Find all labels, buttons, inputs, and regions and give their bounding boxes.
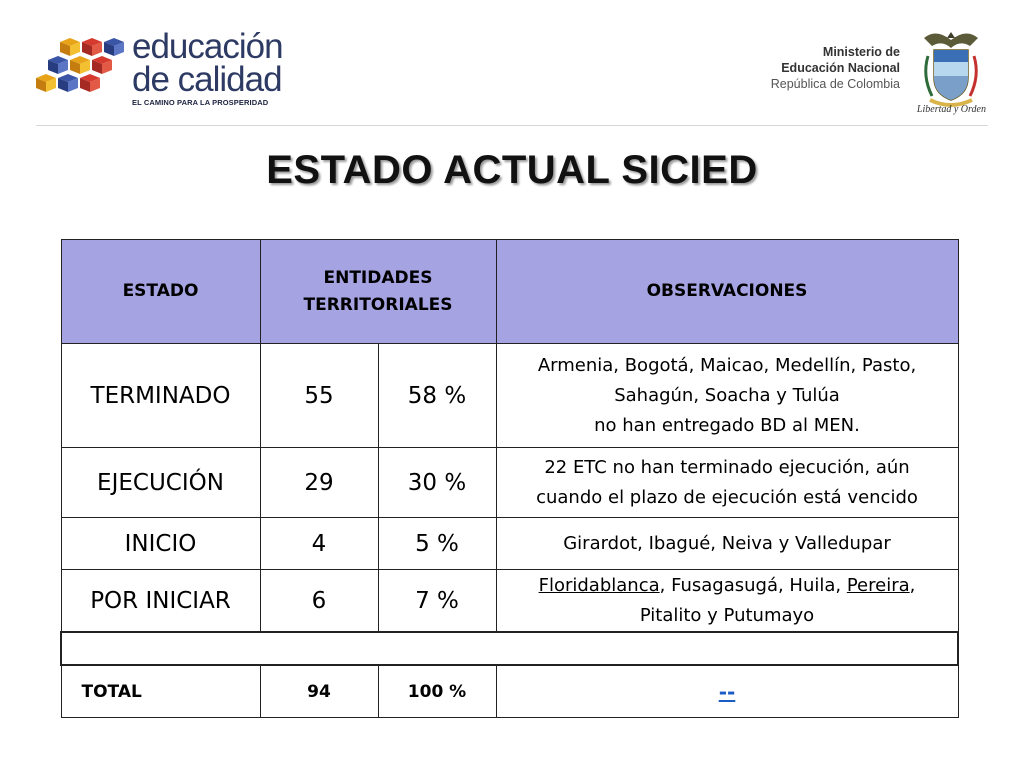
cubes-logo-icon: [36, 38, 132, 102]
ministry-line3: República de Colombia: [770, 77, 900, 91]
header-entidades-line1: ENTIDADES: [323, 267, 433, 288]
total-count: 94: [260, 665, 378, 718]
total-percent: 100 %: [378, 665, 496, 718]
row-observaciones: [496, 518, 958, 570]
obs-line: no han entregado BD al MEN.: [594, 414, 860, 436]
header-entidades-line2: TERRITORIALES: [303, 294, 453, 315]
row-percent: 58 %: [378, 344, 496, 448]
table-row: [61, 448, 958, 518]
row-observaciones: [496, 344, 958, 448]
row-estado: EJECUCIÓN: [61, 448, 260, 518]
row-estado: INICIO: [61, 518, 260, 570]
slide-header: [0, 0, 1024, 130]
obs-line: Pitalito y Putumayo: [639, 604, 815, 626]
row-observaciones: [496, 448, 958, 518]
row-count: 6: [260, 570, 378, 633]
estado-table: [60, 239, 959, 718]
header-divider: [36, 125, 988, 126]
obs-text: , Fusagasugá, Huila,: [659, 574, 847, 596]
table-header-row: [61, 240, 958, 344]
table-row: [61, 344, 958, 448]
row-count: 29: [260, 448, 378, 518]
crest-motto: Libertad y Orden: [916, 104, 986, 115]
total-label: TOTAL: [61, 665, 260, 718]
table-row: [61, 518, 958, 570]
obs-line: [503, 571, 952, 601]
header-entidades: [260, 240, 496, 344]
row-estado: POR INICIAR: [61, 570, 260, 633]
table-spacer-row: [61, 632, 958, 665]
educacion-de-calidad-logo: [36, 27, 296, 110]
spacer-cell: [61, 632, 958, 665]
logo-line1: educación: [132, 27, 283, 66]
row-observaciones: [496, 570, 958, 633]
total-obs-link[interactable]: --: [718, 679, 736, 704]
row-percent: 30 %: [378, 448, 496, 518]
row-percent: 5 %: [378, 518, 496, 570]
slide-title: ESTADO ACTUAL SICIED: [266, 148, 758, 192]
logo-line2: de calidad: [132, 60, 282, 99]
obs-line: Girardot, Ibagué, Neiva y Valledupar: [563, 532, 891, 554]
logo-wordmark: [132, 27, 283, 107]
table-total-row: [61, 665, 958, 718]
obs-line: Sahagún, Soacha y Tulúa: [614, 384, 840, 406]
row-count: 55: [260, 344, 378, 448]
obs-line: cuando el plazo de ejecución está vencido: [536, 486, 918, 508]
row-estado: TERMINADO: [61, 344, 260, 448]
header-estado: ESTADO: [61, 240, 260, 344]
row-count: 4: [260, 518, 378, 570]
logo-tagline: EL CAMINO PARA LA PROSPERIDAD: [132, 98, 269, 107]
ministry-name: [771, 44, 900, 92]
obs-line: Armenia, Bogotá, Maicao, Medellín, Pasto,: [537, 354, 917, 376]
table-row: [61, 570, 958, 633]
ministry-line2: Educación Nacional: [781, 61, 900, 75]
ministry-line1: Ministerio de: [822, 45, 900, 59]
total-observaciones: [496, 665, 958, 718]
obs-underlined-city: Floridablanca: [538, 574, 660, 596]
obs-line: 22 ETC no han terminado ejecución, aún: [544, 456, 910, 478]
header-observaciones: OBSERVACIONES: [496, 240, 958, 344]
obs-underlined-city: Pereira: [846, 574, 910, 596]
row-percent: 7 %: [378, 570, 496, 633]
obs-text: ,: [909, 574, 916, 596]
